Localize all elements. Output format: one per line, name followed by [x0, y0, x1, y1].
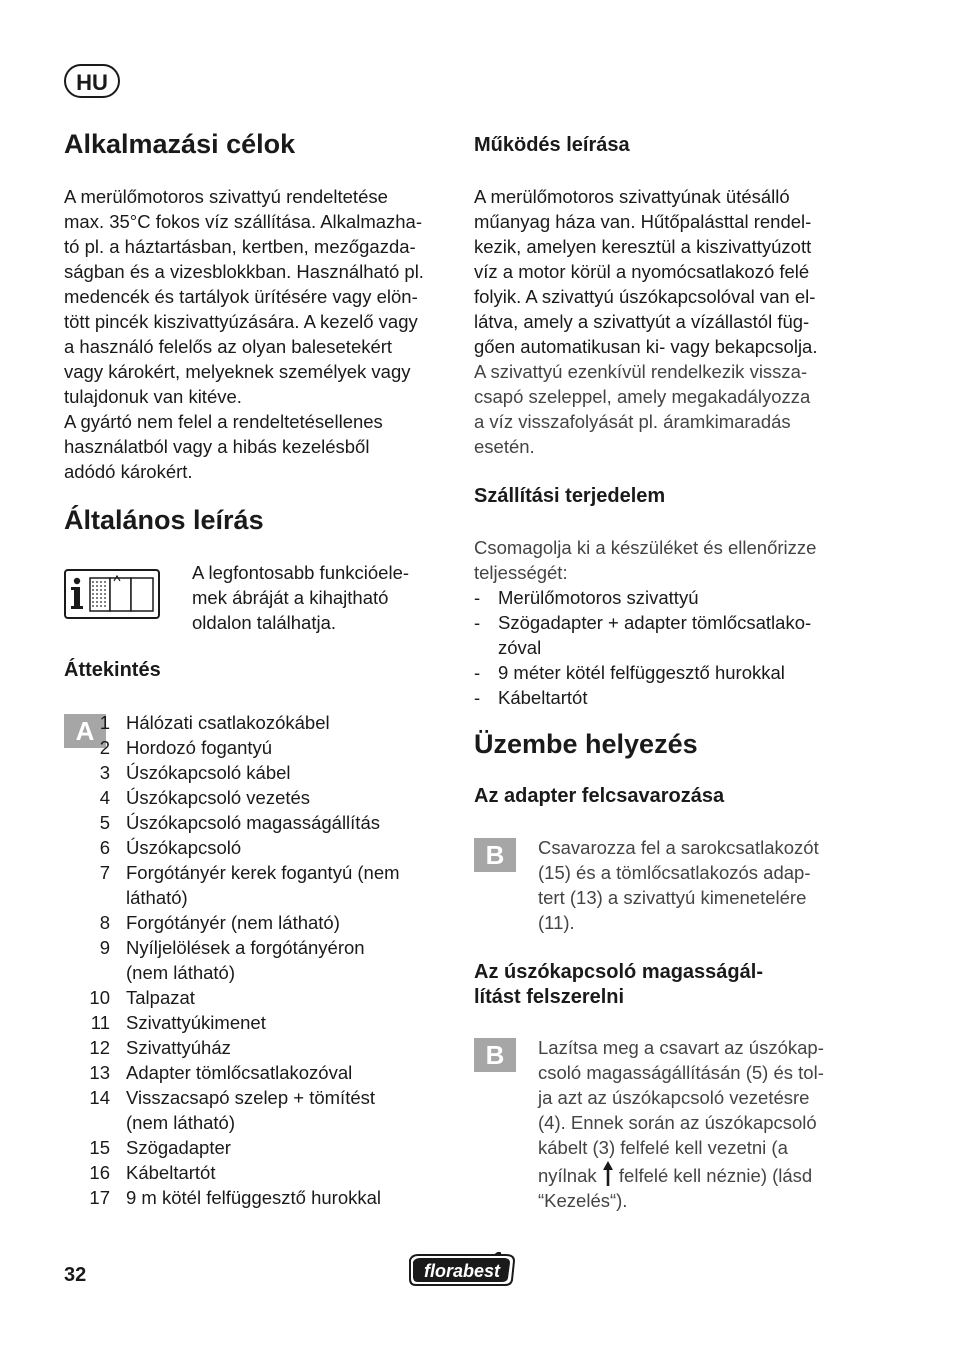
list-item	[64, 1160, 454, 1185]
item-text: Szivattyúkimenet	[126, 1012, 266, 1033]
text-line: műanyag háza van. Hűtőpalásttal rendel-	[474, 211, 812, 232]
item-number: 9	[99, 937, 110, 958]
item-number: 17	[89, 1187, 110, 1208]
list-item	[64, 1085, 454, 1110]
paragraph-szallitasi	[474, 535, 864, 710]
text-segment: nyílnak	[538, 1165, 597, 1186]
figure-badge-a: A	[64, 714, 106, 748]
figure-badge-b: B	[474, 1038, 516, 1072]
text-line: folyik. A szivattyú úszókapcsolóval van el-	[474, 286, 816, 307]
dash-bullet-empty	[474, 635, 498, 660]
item-text: Nyíljelölések a forgótányéron	[126, 937, 365, 958]
text-line: tert (13) a szivattyú kimenetelére	[538, 887, 807, 908]
item-number: 8	[99, 912, 110, 933]
list-item	[64, 735, 454, 760]
delivery-list	[474, 585, 864, 710]
paragraph-mukodes	[474, 184, 864, 459]
text-line: tulajdonuk van kitéve.	[64, 386, 242, 407]
item-text: Merülőmotoros szivattyú	[498, 587, 699, 608]
list-item	[474, 685, 864, 710]
text-line: A legfontosabb funkcióele-	[192, 562, 410, 583]
list-item	[64, 1185, 454, 1210]
text-line: max. 35°C fokos víz szállítása. Alkalmazha-	[64, 211, 423, 232]
item-number-empty	[64, 960, 126, 985]
text-line: a víz visszafolyását pl. áramkimaradás	[474, 411, 791, 432]
list-item	[64, 1135, 454, 1160]
dash-bullet: -	[474, 612, 481, 633]
list-item	[64, 810, 454, 835]
text-line: víz a motor körül a nyomócsatlakozó felé	[474, 261, 810, 282]
text-line: csoló magasságállításán (5) és tol-	[538, 1062, 824, 1083]
text-line: A merülőmotoros szivattyú rendeltetése	[64, 186, 388, 207]
text-line: vagy károkért, melyeknek személyek vagy	[64, 361, 411, 382]
heading-alkalmazasi-celok: Alkalmazási célok	[64, 129, 296, 159]
list-item	[64, 1035, 454, 1060]
list-item-continuation	[64, 1110, 454, 1135]
item-text: Úszókapcsoló vezetés	[126, 787, 311, 808]
item-text: Úszókapcsoló magasságállítás	[126, 812, 380, 833]
text-line: A merülőmotoros szivattyúnak ütésálló	[474, 186, 790, 207]
heading-mukodes-leirasa: Működés leírása	[474, 134, 630, 156]
text-line: (15) és a tömlőcsatlakozós adap-	[538, 862, 811, 883]
heading-szallitasi-terjedelem: Szállítási terjedelem	[474, 485, 666, 507]
text-line: esetén.	[474, 436, 535, 457]
item-text: 9 méter kötél felfüggesztő hurokkal	[498, 662, 785, 683]
heading-attekintes: Áttekintés	[64, 659, 161, 681]
figure-badge-b: B	[474, 838, 516, 872]
text-line: A szivattyú ezenkívül rendelkezik vissza-	[474, 361, 808, 382]
text-segment: felfelé kell néznie) (lásd	[618, 1165, 813, 1186]
item-text: látható)	[126, 887, 188, 908]
language-badge: HU	[64, 64, 120, 98]
florabest-logo	[406, 1252, 518, 1288]
page-number: 32	[64, 1264, 87, 1286]
item-text: Kábeltartót	[126, 1162, 216, 1183]
item-text: Úszókapcsoló	[126, 837, 242, 858]
dash-bullet: -	[474, 662, 481, 683]
list-item-continuation	[474, 635, 864, 660]
item-number: 10	[89, 987, 110, 1008]
text-line: ságban és a vizesblokkban. Használható pl.	[64, 261, 424, 282]
info-paragraph	[192, 560, 452, 635]
heading-uszokapcsolo	[474, 960, 864, 1010]
heading-uzembe-helyezes: Üzembe helyezés	[474, 729, 698, 759]
list-item	[64, 785, 454, 810]
overview-list	[64, 710, 454, 1210]
item-text: (nem látható)	[126, 1112, 235, 1133]
list-item-continuation	[64, 885, 454, 910]
paragraph-uszokapcsolo	[538, 1035, 868, 1213]
item-text: (nem látható)	[126, 962, 235, 983]
text-line: Csomagolja ki a készüléket és ellenőrizze	[474, 537, 817, 558]
text-line: adódó károkért.	[64, 461, 193, 482]
item-number: 6	[99, 837, 110, 858]
list-item	[64, 760, 454, 785]
dash-bullet: -	[474, 587, 481, 608]
item-text: Forgótányér kerek fogantyú (nem	[126, 862, 400, 883]
item-text: Szögadapter	[126, 1137, 231, 1158]
item-text: Szivattyúház	[126, 1037, 231, 1058]
text-line: (11).	[538, 912, 575, 933]
dash-bullet: -	[474, 687, 481, 708]
paragraph-adapter	[538, 835, 868, 935]
item-text: Hálózati csatlakozókábel	[126, 712, 330, 733]
item-number: 5	[99, 812, 110, 833]
list-item	[474, 660, 864, 685]
item-number: 11	[90, 1012, 110, 1033]
text-line: teljességét:	[474, 562, 568, 583]
text-line: A gyártó nem felel a rendeltetésellenes	[64, 411, 383, 432]
list-item	[474, 610, 864, 635]
text-line: látva, amely a szivattyút a vízállastól füg-	[474, 311, 810, 332]
list-item	[64, 1060, 454, 1085]
item-text: Kábeltartót	[498, 687, 588, 708]
text-line: Csavarozza fel a sarokcsatlakozót	[538, 837, 819, 858]
text-line: oldalon találhatja.	[192, 612, 336, 633]
text-line: csapó szeleppel, amely megakadályozza	[474, 386, 811, 407]
list-item	[64, 910, 454, 935]
text-line: Lazítsa meg a csavart az úszókap-	[538, 1037, 824, 1058]
text-line: (4). Ennek során az úszókapcsoló	[538, 1112, 817, 1133]
list-item	[64, 835, 454, 860]
text-line: kezik, amelyen keresztül a kiszivattyúzott	[474, 236, 812, 257]
logo-text: florabest	[423, 1261, 501, 1281]
text-line: mek ábráját a kihajtható	[192, 587, 389, 608]
item-text: zóval	[498, 637, 542, 658]
list-item	[474, 585, 864, 610]
text-line: medencék és tartályok ürítésére vagy elön-	[64, 286, 418, 307]
heading-adapter-felcsavarozasa: Az adapter felcsavarozása	[474, 785, 725, 807]
text-line: kábelt (3) felfelé kell vezetni (a	[538, 1137, 788, 1158]
info-book-icon	[64, 569, 160, 619]
text-line: gően automatikusan ki- vagy bekapcsolja.	[474, 336, 818, 357]
item-text: Hordozó fogantyú	[126, 737, 273, 758]
item-text: Adapter tömlőcsatlakozóval	[126, 1062, 353, 1083]
item-number: 15	[89, 1137, 110, 1158]
item-text: Forgótányér (nem látható)	[126, 912, 340, 933]
item-number-empty	[64, 885, 126, 910]
text-line: használatból vagy a hibás kezelésből	[64, 436, 370, 457]
item-text: Talpazat	[126, 987, 195, 1008]
item-number: 2	[99, 737, 110, 758]
item-number: 7	[99, 862, 110, 883]
text-line: “Kezelés“).	[538, 1190, 628, 1211]
item-text: Visszacsapó szelep + tömítést	[126, 1087, 376, 1108]
text-line-with-arrow	[538, 1160, 868, 1188]
item-text: Úszókapcsoló kábel	[126, 762, 291, 783]
item-number: 16	[89, 1162, 110, 1183]
item-number: 13	[89, 1062, 110, 1083]
item-number: 1	[99, 712, 110, 733]
item-number: 12	[89, 1037, 110, 1058]
item-text: Szögadapter + adapter tömlőcsatlako-	[498, 612, 812, 633]
list-item	[64, 985, 454, 1010]
text-line: ja azt az úszókapcsoló vezetésre	[538, 1087, 810, 1108]
list-item	[64, 860, 454, 885]
heading-line: Az úszókapcsoló magasságál-	[474, 961, 763, 983]
item-number: 14	[89, 1087, 110, 1108]
list-item	[64, 1010, 454, 1035]
text-line: tött pincék kiszivattyúzására. A kezelő vagy	[64, 311, 418, 332]
text-line: tó pl. a háztartásban, kertben, mezőgazda-	[64, 236, 416, 257]
item-number-empty	[64, 1110, 126, 1135]
arrow-up-icon	[602, 1160, 614, 1186]
list-item-continuation	[64, 960, 454, 985]
heading-line: lítást felszerelni	[474, 986, 625, 1008]
item-number: 4	[99, 787, 110, 808]
text-line: a használó felelős az olyan balesetekért	[64, 336, 393, 357]
list-item	[64, 710, 454, 735]
paragraph-alkalmazasi	[64, 184, 454, 484]
list-item	[64, 935, 454, 960]
heading-altalanos-leiras: Általános leírás	[64, 505, 264, 535]
item-number: 3	[99, 762, 110, 783]
item-text: 9 m kötél felfüggesztő hurokkal	[126, 1187, 382, 1208]
